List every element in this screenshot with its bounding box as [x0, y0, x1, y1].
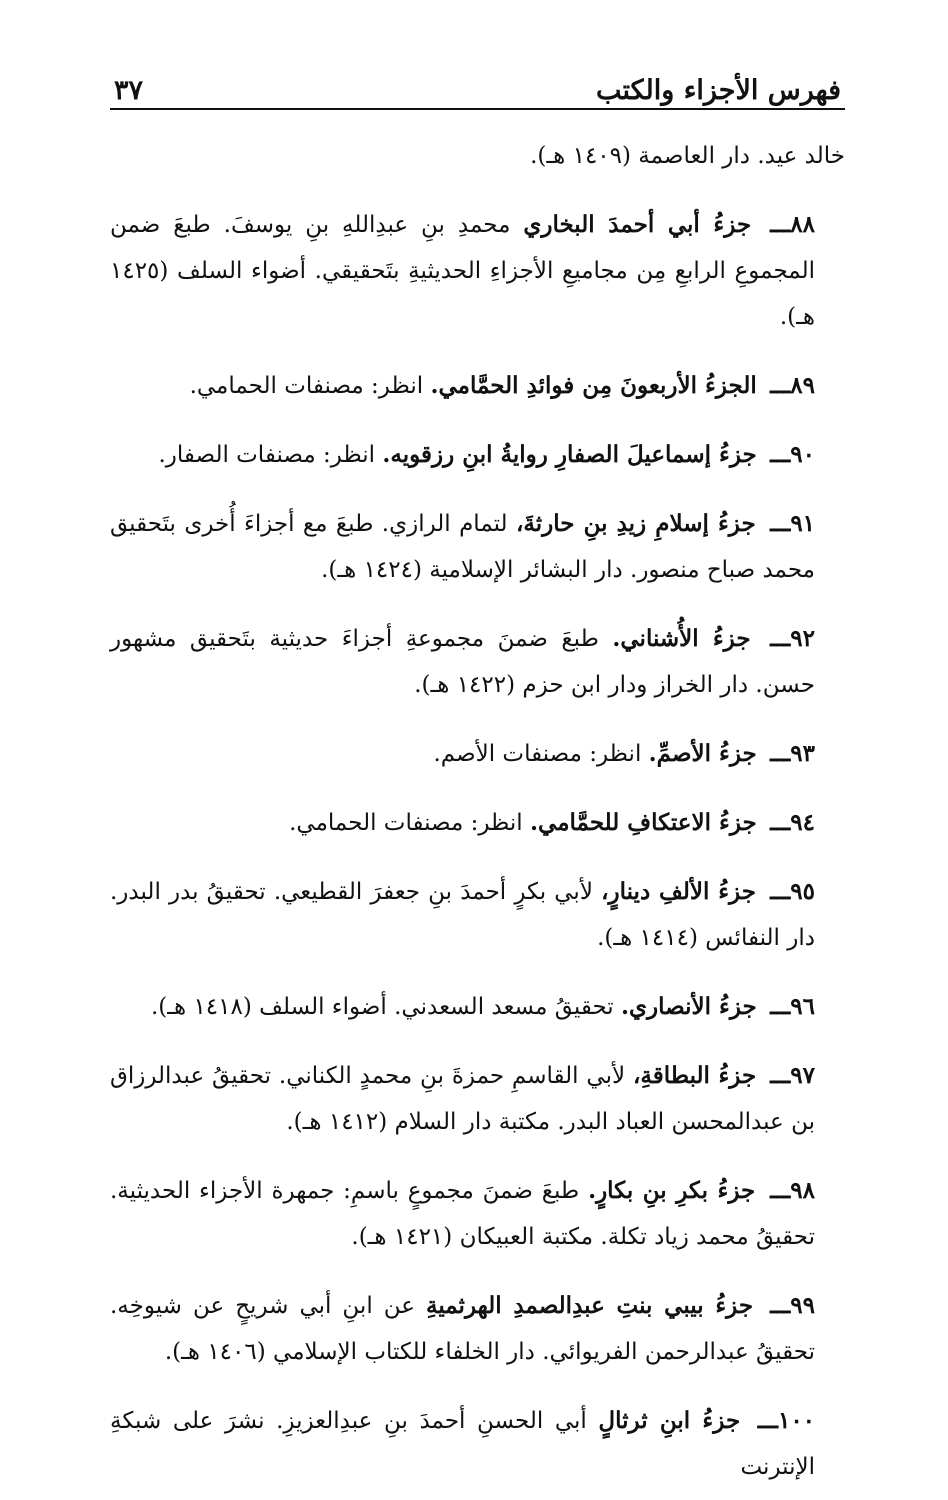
entry-heading: جزءُ الألفِ دينارٍ، — [601, 878, 756, 905]
entry-99 — [110, 1283, 845, 1375]
book-page — [110, 60, 845, 1500]
entry-number: ٩٤ـــ — [770, 809, 815, 836]
entry-continuation — [110, 133, 845, 179]
entry-text: طبعَ ضمنَ مجموعٍ باسمِ: جمهرة الأجزاء الحديثية. تحقيقُ محمد زياد تكلة. مكتبة العبيكان (١٤٢١ هـ). — [110, 1178, 815, 1250]
entry-97 — [110, 1053, 845, 1145]
entry-text: تحقيقُ مسعد السعدني. أضواء السلف (١٤١٨ هـ). — [150, 994, 614, 1020]
entry-number: ٩٦ـــ — [770, 993, 815, 1020]
entry-number: ٩٢ـــ — [770, 625, 816, 652]
entry-text: خالد عيد. دار العاصمة (١٤٠٩ هـ). — [530, 143, 845, 169]
entry-number: ٩٧ـــ — [770, 1062, 816, 1089]
entry-heading: جزءُ أبي أحمدَ البخاري — [523, 211, 752, 238]
entry-heading: جزءُ بكرِ بنِ بكارٍ. — [588, 1177, 756, 1204]
entry-100 — [110, 1398, 845, 1490]
entry-list — [110, 133, 845, 1490]
header-rule — [110, 108, 845, 110]
entry-91 — [110, 501, 845, 593]
entry-heading: جزءُ الاعتكافِ للحمَّامي. — [530, 809, 757, 836]
entry-98 — [110, 1168, 845, 1260]
entry-text: لأبي بكرٍ أحمدَ بنِ جعفرَ القطيعي. تحقيقُ بدر البدر. دار النفائس (١٤١٤ هـ). — [110, 879, 815, 951]
entry-heading: جزءُ البطاقةِ، — [632, 1062, 757, 1089]
entry-text: طبعَ ضمنَ مجموعةِ أجزاءَ حديثية بتَحقيق مشهور حسن. دار الخراز ودار ابن حزم (١٤٢٢ هـ). — [110, 626, 815, 698]
entry-text: لأبي القاسمِ حمزةَ بنِ محمدٍ الكناني. تحقيقُ عبدالرزاق بن عبدالمحسن العباد البدر. مكتبة دار السلام (١٤١٢ هـ). — [110, 1063, 815, 1135]
entry-heading: جزءُ إسماعيلَ الصفارِ روايةُ ابنِ رزقويه. — [382, 441, 757, 468]
entry-number: ٩٩ـــ — [770, 1292, 815, 1319]
entry-text: محمدِ بنِ عبدِاللهِ بنِ يوسفَ. طبعَ ضمن المجموعِ الرابعِ مِن مجاميعِ الأجزاءِ الحديثيةِ بتَحقيقي. أضواء السلف (١٤٢٥ هـ). — [110, 212, 815, 330]
entry-90 — [110, 432, 845, 478]
entry-93 — [110, 731, 845, 777]
entry-96 — [110, 984, 845, 1030]
entry-number: ١٠٠ـــ — [757, 1407, 816, 1434]
entry-94 — [110, 800, 845, 846]
entry-text: انظر: مصنفات الحمامي. — [289, 810, 523, 836]
entry-heading: جزءُ الأُشناني. — [612, 625, 751, 652]
entry-number: ٩٨ـــ — [770, 1177, 816, 1204]
entry-number: ٨٨ـــ — [770, 211, 815, 238]
entry-text: انظر: مصنفات الحمامي. — [189, 373, 424, 399]
entry-88 — [110, 202, 845, 340]
running-title: فهرس الأجزاء والكتب — [595, 75, 841, 106]
entry-number: ٩٥ـــ — [770, 878, 815, 905]
entry-number: ٨٩ـــ — [770, 372, 815, 399]
page-header — [110, 60, 845, 106]
entry-heading: جزءُ إسلامِ زيدِ بنِ حارثةَ، — [515, 510, 756, 537]
entry-heading: جزءُ الأصمِّ. — [648, 740, 757, 767]
entry-number: ٩٣ـــ — [770, 740, 815, 767]
entry-text: لتمام الرازي. طبعَ مع أجزاءَ أُخرى بتَحقيق محمد صباح منصور. دار البشائر الإسلامية (١٤٢٤ هـ). — [110, 511, 815, 583]
entry-text: انظر: مصنفات الصفار. — [158, 442, 376, 468]
page-number: ٣٧ — [114, 75, 144, 106]
entry-heading: الجزءُ الأربعونَ مِن فوائدِ الحمَّامي. — [430, 372, 757, 399]
entry-92 — [110, 616, 845, 708]
entry-text: عن ابنِ أبي شريحٍ عن شيوخِه. تحقيقُ عبدالرحمن الفريوائي. دار الخلفاء للكتاب الإسلامي (١٤٠٦ هـ). — [110, 1293, 815, 1365]
entry-number: ٩٠ـــ — [770, 441, 815, 468]
entry-heading: جزءُ الأنصاري. — [621, 993, 757, 1020]
entry-text: انظر: مصنفات الأصم. — [433, 741, 642, 767]
entry-89 — [110, 363, 845, 409]
entry-text: أبي الحسنِ أحمدَ بنِ عبدِالعزيزِ. نشرَ على شبكةِ الإنترنت — [110, 1408, 815, 1480]
entry-95 — [110, 869, 845, 961]
entry-heading: جزءُ ابنِ ثرثالٍ — [598, 1407, 741, 1434]
entry-heading: جزءُ بيبي بنتِ عبدِالصمدِ الهرثميةِ — [425, 1292, 754, 1319]
entry-number: ٩١ـــ — [770, 510, 816, 537]
